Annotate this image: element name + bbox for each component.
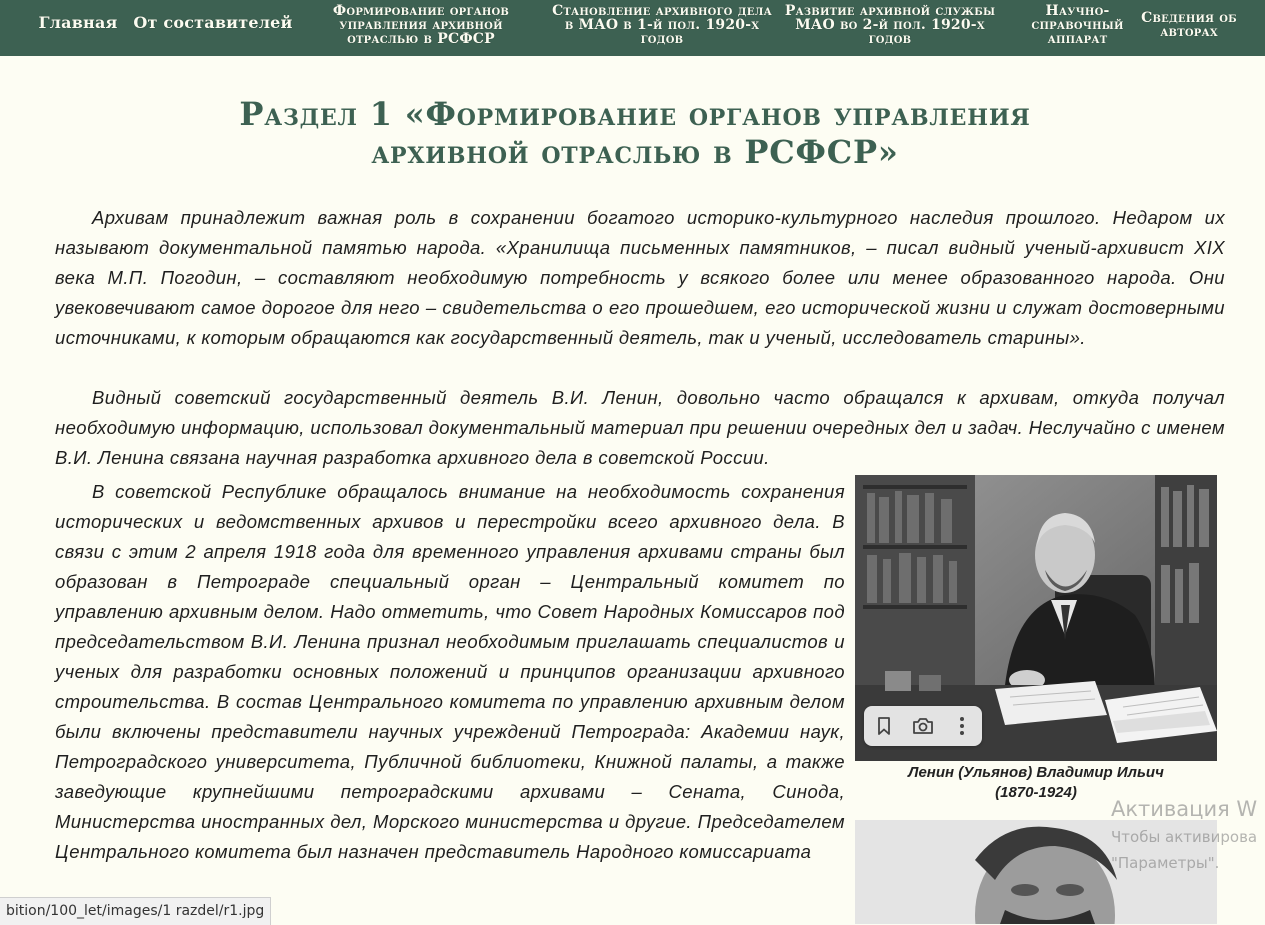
top-navigation [0,0,1265,56]
nav-item-label: Научно-справочный аппарат [1031,3,1124,47]
photo-caption-years: (1870-1924) [995,784,1077,801]
nav-item-label: От составителей [133,12,293,32]
watermark-line-2: "Параметры". [1111,854,1220,872]
nav-item-from-compilers[interactable] [130,0,296,44]
nav-item-label: Формирование органов управления архивной отраслью в РСФСР [332,3,510,47]
watermark-line-1: Чтобы активирова [1111,828,1258,846]
more-vertical-icon[interactable] [949,713,975,739]
image-toolbar [864,706,982,746]
nav-item-label: Сведения об авторах [1141,10,1237,40]
paragraph-central-committee: В советской Республике обращалось внимание на необходимость сохранения исторических и ведомственных архивов и перестройки всего архивного дела. В связи с этим 2 апреля 1918 года для временного управления архивами страны был образован в Петрограде специальный орган – Центральный комитет по управлению архивным делом. Надо отметить, что Совет Народных Комиссаров под председательством В.И. Ленина признал необходимым приглашать специалистов и ученых для разработки основных положений и принципов организации архивного строительства. В состав Центрального комитета по управлению архивным делом были включены представители научных учреждений Петрограда: Академии наук, Петроградского университета, Публичной библиотеки, Книжной палаты, а также заведующие крупнейшими петроградскими архивами – Сената, Синода, Министерства иностранных дел, Морского министерства и другие. Председателем Центрального комитета был назначен представитель Народного комиссариата [55,481,845,862]
nav-item-section-3[interactable] [784,0,996,50]
nav-item-label: Главная [38,12,118,32]
activation-watermark [1111,796,1265,896]
nav-item-section-2[interactable] [548,0,776,50]
paragraph-intro: Архивам принадлежит важная роль в сохранении богатого историко-культурного наследия прошлого. Недаром их называют документальной памятью народа. «Хранилища письменных памятников, – писал видный ученый-архивист XIX века М.П. Погодин, – составляют необходимую потребность у всякого более или менее образованного народа. Они увековечивают самое дорогое для него – свидетельства о его прошедшем, его исторической жизни и служат достоверными источниками, к которым обращаются как государственный деятель, так и ученый, исследователь старины». [55,207,1225,348]
nav-item-label: Развитие архивной службы МАО во 2-й пол. 1920-х годов [784,3,996,47]
status-bar-url: bition/100_let/images/1 razdel/r1.jpg [0,897,271,925]
nav-item-reference[interactable] [1030,0,1125,50]
bookmark-icon[interactable] [871,713,897,739]
page-title-line-2: архивной отраслью в РСФСР» [371,133,899,171]
nav-item-authors[interactable] [1133,0,1245,50]
nav-item-home[interactable] [34,0,122,44]
nav-item-label: Становление архивного дела в МАО в 1-й пол. 1920-х годов [552,3,772,47]
nav-item-section-1[interactable] [302,0,540,50]
paragraph-lenin: Видный советский государственный деятель В.И. Ленин, довольно часто обращался к архивам, откуда получал необходимую информацию, использовал документальный материал при решении очередных дел и задач. Неслучайно с именем В.И. Ленина связана научная разработка архивного дела в советской России. [55,387,1225,468]
camera-icon[interactable] [910,713,936,739]
page-title [100,95,1170,171]
watermark-title: Активация W [1111,797,1258,821]
photo-caption-name: Ленин (Ульянов) Владимир Ильич [908,764,1164,781]
page-title-line-1: Раздел 1 «Формирование органов управления [239,95,1031,133]
